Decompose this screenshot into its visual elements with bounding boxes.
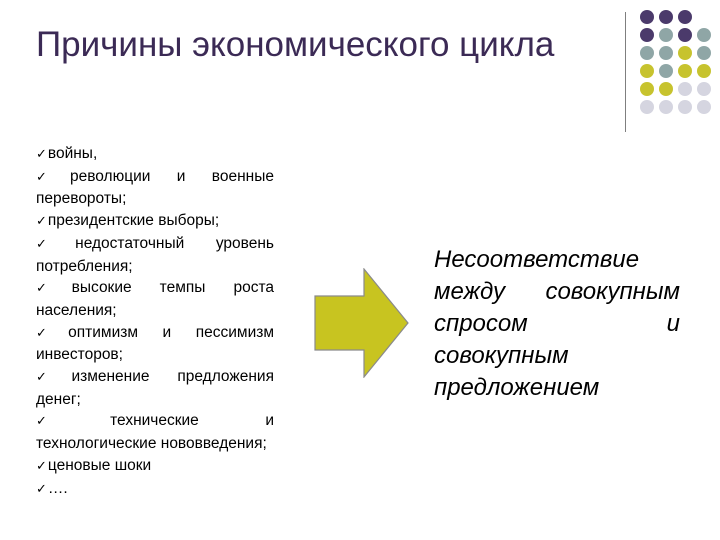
decorative-dot	[678, 28, 692, 42]
divider-line	[625, 12, 626, 132]
check-icon: ✓	[36, 458, 47, 474]
decorative-dot	[678, 46, 692, 60]
conclusion-text: Несоответствие между совокупным спросом и совокупным предложением	[434, 246, 680, 401]
cause-item: ✓оптимизм и пессимизм инвесторов;	[36, 323, 274, 364]
cause-item: ✓….	[36, 479, 68, 497]
cause-item: ✓революции и военные перевороты;	[36, 167, 274, 208]
decorative-dot	[697, 100, 711, 114]
causes-list	[36, 143, 274, 500]
decorative-dot	[659, 64, 673, 78]
decorative-dot	[659, 46, 673, 60]
decorative-dot-grid	[640, 10, 714, 114]
decorative-dot	[659, 10, 673, 24]
decorative-dot	[697, 82, 711, 96]
decorative-dot	[678, 100, 692, 114]
cause-item: ✓технические и технологические нововведения;	[36, 412, 274, 453]
cause-item: ✓высокие темпы роста населения;	[36, 279, 274, 319]
decorative-dot	[678, 10, 692, 24]
cause-item: ✓президентские выборы;	[36, 212, 220, 230]
check-icon: ✓	[36, 414, 110, 430]
decorative-dot	[640, 82, 654, 96]
cause-item: ✓изменение предложения денег;	[36, 368, 274, 408]
decorative-dot	[640, 100, 654, 114]
decorative-dot	[678, 82, 692, 96]
check-icon: ✓	[36, 481, 47, 497]
cause-item: ✓войны,	[36, 145, 98, 162]
check-icon: ✓	[36, 281, 71, 297]
decorative-dot	[640, 28, 654, 42]
check-icon: ✓	[36, 147, 47, 162]
decorative-dot	[697, 64, 711, 78]
decorative-dot	[697, 28, 711, 42]
check-icon: ✓	[36, 214, 47, 230]
decorative-dot	[659, 82, 673, 96]
cause-item: ✓ценовые шоки	[36, 456, 152, 474]
decorative-dot	[640, 10, 654, 24]
right-arrow-icon	[314, 268, 410, 378]
check-icon: ✓	[36, 169, 69, 185]
arrow-shape	[315, 269, 408, 377]
check-icon: ✓	[36, 370, 71, 386]
decorative-dot	[659, 100, 673, 114]
cause-item: ✓недостаточный уровень потребления;	[36, 234, 274, 275]
check-icon: ✓	[36, 236, 75, 252]
decorative-dot	[697, 10, 711, 24]
decorative-dot	[678, 64, 692, 78]
decorative-dot	[697, 46, 711, 60]
decorative-dot	[640, 46, 654, 60]
check-icon: ✓	[36, 325, 68, 341]
slide-title: Причины экономического цикла	[36, 25, 555, 64]
decorative-dot	[640, 64, 654, 78]
decorative-dot	[659, 28, 673, 42]
